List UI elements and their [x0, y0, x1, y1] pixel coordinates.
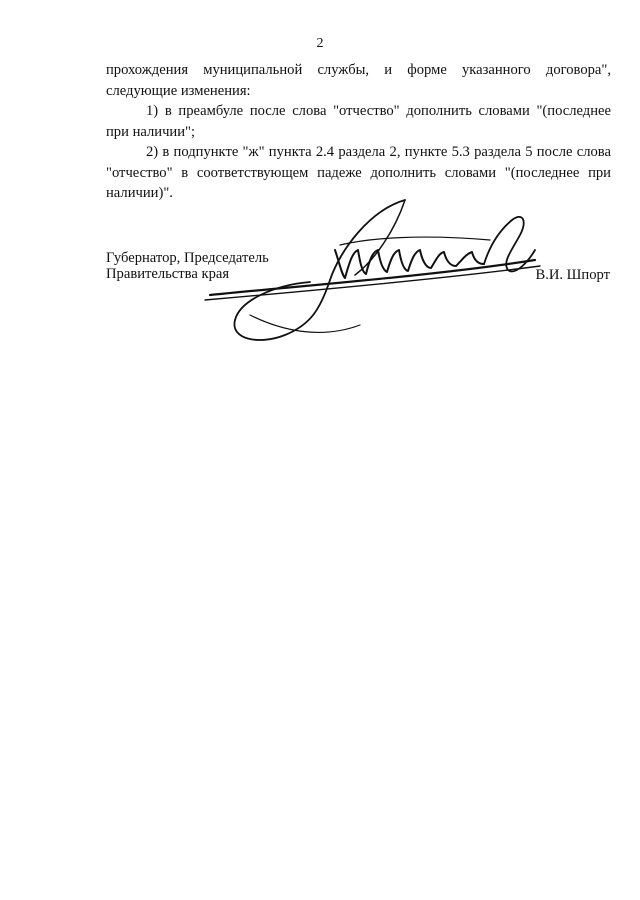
- signer-name: В.И. Шпорт: [535, 267, 610, 283]
- handwritten-signature: [190, 190, 550, 360]
- page-number: 2: [316, 36, 324, 51]
- signer-title-line-1: Губернатор, Председатель: [106, 250, 269, 266]
- document-body: [106, 60, 611, 204]
- paragraph-item-1: 1) в преамбуле после слова "отчество" дополнить словами "(последнее при наличии";: [106, 103, 611, 140]
- paragraph-intro: прохождения муниципальной службы, и форме указанного договора", следующие изменения:: [106, 62, 611, 99]
- signer-title-line-2: Правительства края: [106, 266, 230, 282]
- paragraph-item-2: 2) в подпункте "ж" пункта 2.4 раздела 2, пункте 5.3 раздела 5 после слова "отчество" в соответствующем падеже дополнить словами "(последнее при наличии)".: [106, 144, 611, 201]
